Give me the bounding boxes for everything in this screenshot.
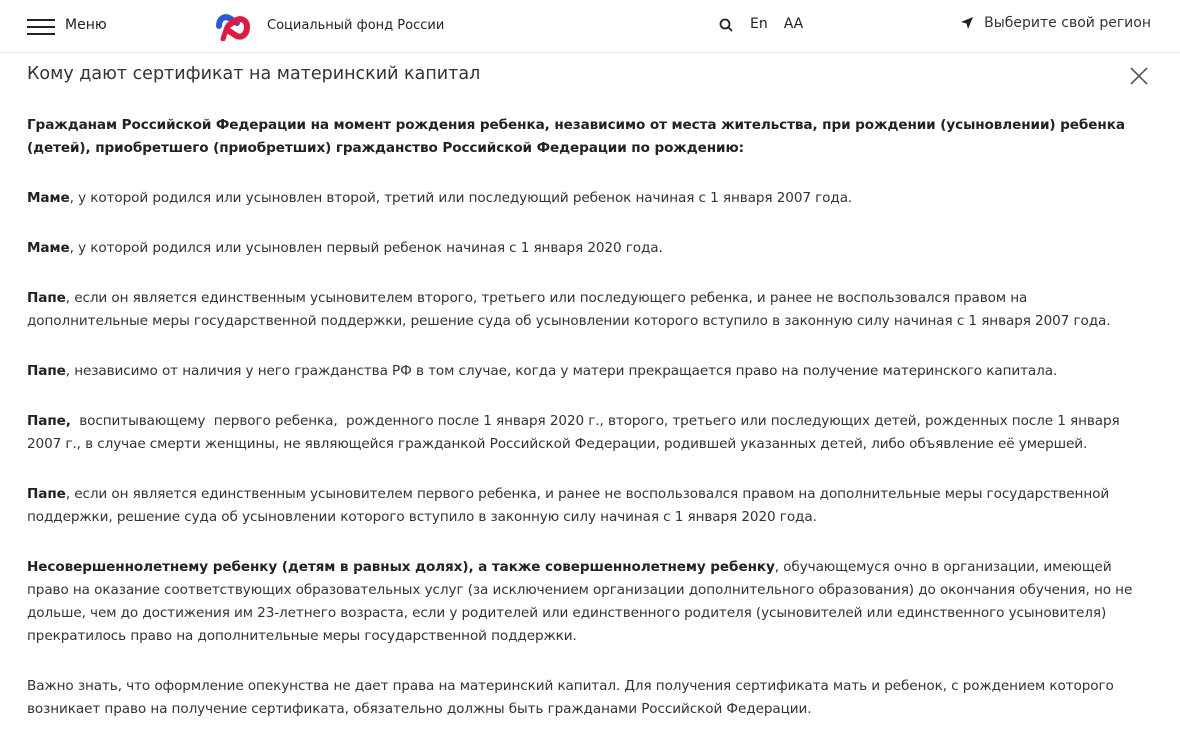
logo-link[interactable] <box>215 9 444 41</box>
item-text: , независимо от наличия у него гражданства РФ в том случае, когда у матери прекращается право на получение материнского капитала. <box>65 363 1058 379</box>
region-label: Выберите свой регион <box>984 15 1151 31</box>
item-subject: Маме <box>27 240 70 256</box>
eligibility-item <box>27 360 1152 383</box>
item-subject: Папе <box>27 290 66 306</box>
item-text: воспитывающему первого ребенка, рожденного после 1 января 2020 г., второго, третьего или последующих детей, рожденных после 1 января 2007 г., в случае смерти женщины, не являющейся гражданкой Российской Федерации, родившей указанных детей, либо объявление её умершей. <box>27 413 1124 452</box>
item-subject: Папе <box>27 486 66 502</box>
hamburger-icon <box>27 17 55 34</box>
eligibility-item <box>27 187 1152 210</box>
eligibility-item <box>27 556 1152 648</box>
menu-label: Меню <box>65 17 107 33</box>
header-tools <box>718 15 803 33</box>
close-icon[interactable] <box>1128 65 1150 87</box>
eligibility-item <box>27 410 1152 456</box>
important-note: Важно знать, что оформление опекунства не дает права на материнский капитал. Для получения сертификата мать и ребенок, с рождением которого возникает право на получение сертификата, обязательно должны быть гражданами Российской Федерации. <box>27 678 1114 717</box>
site-header <box>0 0 1180 53</box>
font-size-button[interactable]: AA <box>783 16 804 32</box>
logo-text: Социальный фонд России <box>267 17 445 33</box>
eligibility-item <box>27 287 1152 333</box>
item-subject: Несовершеннолетнему ребенку (детям в равных долях), а также совершеннолетнему ребенку <box>27 559 775 575</box>
sfr-logo-icon <box>215 9 251 41</box>
item-subject: Папе, <box>27 413 71 429</box>
language-switch[interactable]: En <box>750 16 768 32</box>
item-subject: Маме <box>27 190 70 206</box>
intro-paragraph: Гражданам Российской Федерации на момент рождения ребенка, независимо от места жительства, при рождении (усыновлении) ребенка (детей), приобретшего (приобретших) гражданство Российской Федерации по рождению: <box>27 117 1125 156</box>
location-arrow-icon <box>960 16 974 30</box>
item-text: , если он является единственным усыновителем второго, третьего или последующего ребенка, и ранее не воспользовался правом на дополнительные меры государственной поддержки, решение суда об усыновлении которого вступило в законную силу начиная с 1 января 2007 года. <box>27 290 1111 329</box>
item-text: , у которой родился или усыновлен первый ребенок начиная с 1 января 2020 года. <box>69 240 663 256</box>
region-selector[interactable] <box>960 15 1151 31</box>
item-subject: Папе <box>27 363 66 379</box>
menu-button[interactable] <box>27 15 107 35</box>
item-text: , обучающемуся очно в организации, имеющей право на оказание соответствующих образовательных услуг (за исключением организации дополнительного образования) до окончания обучения, но не дольше, чем до достижения им 23-летнего возраста, если у родителей или единственного родителя (усыновителей или единственного усыновителя) прекратилось право на дополнительные меры государственной поддержки. <box>27 559 1133 644</box>
eligibility-item <box>27 483 1152 529</box>
eligibility-item <box>27 237 1152 260</box>
dialog-title: Кому дают сертификат на материнский капитал <box>27 64 481 84</box>
item-text: , если он является единственным усыновителем первого ребенка, и ранее не воспользовался правом на дополнительные меры государственной поддержки, решение суда об усыновлении которого вступило в законную силу начиная с 1 января 2020 года. <box>27 486 1110 525</box>
item-text: , у которой родился или усыновлен второй, третий или последующий ребенок начиная с 1 января 2007 года. <box>69 190 853 206</box>
dialog-content <box>27 114 1152 748</box>
search-icon[interactable] <box>718 17 734 33</box>
